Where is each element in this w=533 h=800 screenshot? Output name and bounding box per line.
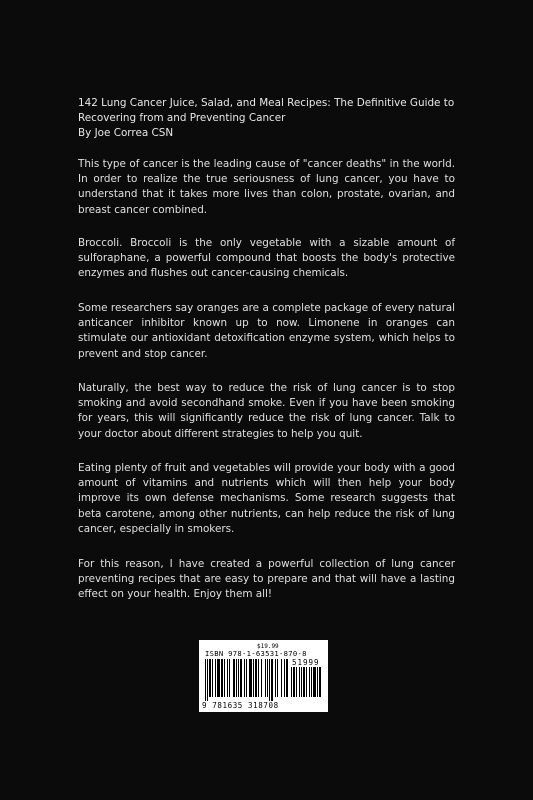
book-header xyxy=(78,96,468,141)
isbn-label: ISBN 978-1-63531-870-8 xyxy=(205,649,307,658)
price-addon-number: 51999 xyxy=(292,658,320,667)
book-title-line-1: 142 Lung Cancer Juice, Salad, and Meal Recipes: The Definitive Guide to xyxy=(78,97,455,109)
paragraph-smoking: Naturally, the best way to reduce the risk of lung cancer is to stop smoking and avoid secondhand smoke. Even if you have been smoking for years, this will significantly reduce the risk of lung cancer. Talk to your doctor about different strategies to help you quit. xyxy=(78,382,455,440)
paragraph-oranges: Some researchers say oranges are a complete package of every natural anticancer inhibitor known up to now. Limonene in oranges can stimulate our antioxidant detoxification enzyme system, which helps to prevent and stop cancer. xyxy=(78,302,455,360)
paragraph-nutrition: Eating plenty of fruit and vegetables will provide your body with a good amount of vitamins and nutrients which will then help your body improve its own defense mechanisms. Some research suggests that beta carotene, among other nutrients, can help reduce the risk of lung cancer, especially in smokers. xyxy=(78,462,455,535)
isbn-barcode xyxy=(199,640,328,712)
paragraph-conclusion: For this reason, I have created a powerful collection of lung cancer preventing recipes that are easy to prepare and that will have a lasting effect on your health. Enjoy them all! xyxy=(78,558,455,601)
addon-barcode-bars xyxy=(291,667,321,701)
book-title-line-2: Recovering from and Preventing Cancer xyxy=(78,112,286,124)
author-line: By Joe Correa CSN xyxy=(78,127,174,139)
ean-barcode-bars xyxy=(205,659,289,701)
price-label: $19.99 xyxy=(257,643,279,650)
ean-number: 9 781635 318708 xyxy=(202,701,279,710)
paragraph-intro: This type of cancer is the leading cause of "cancer deaths" in the world. In order to realize the true seriousness of lung cancer, you have to understand that it takes more lives than colon, prostate, ovarian, and breast cancer combined. xyxy=(78,158,455,216)
paragraph-broccoli: Broccoli. Broccoli is the only vegetable with a sizable amount of sulforaphane, a powerful compound that boosts the body's protective enzymes and flushes out cancer-causing chemicals. xyxy=(78,237,455,280)
